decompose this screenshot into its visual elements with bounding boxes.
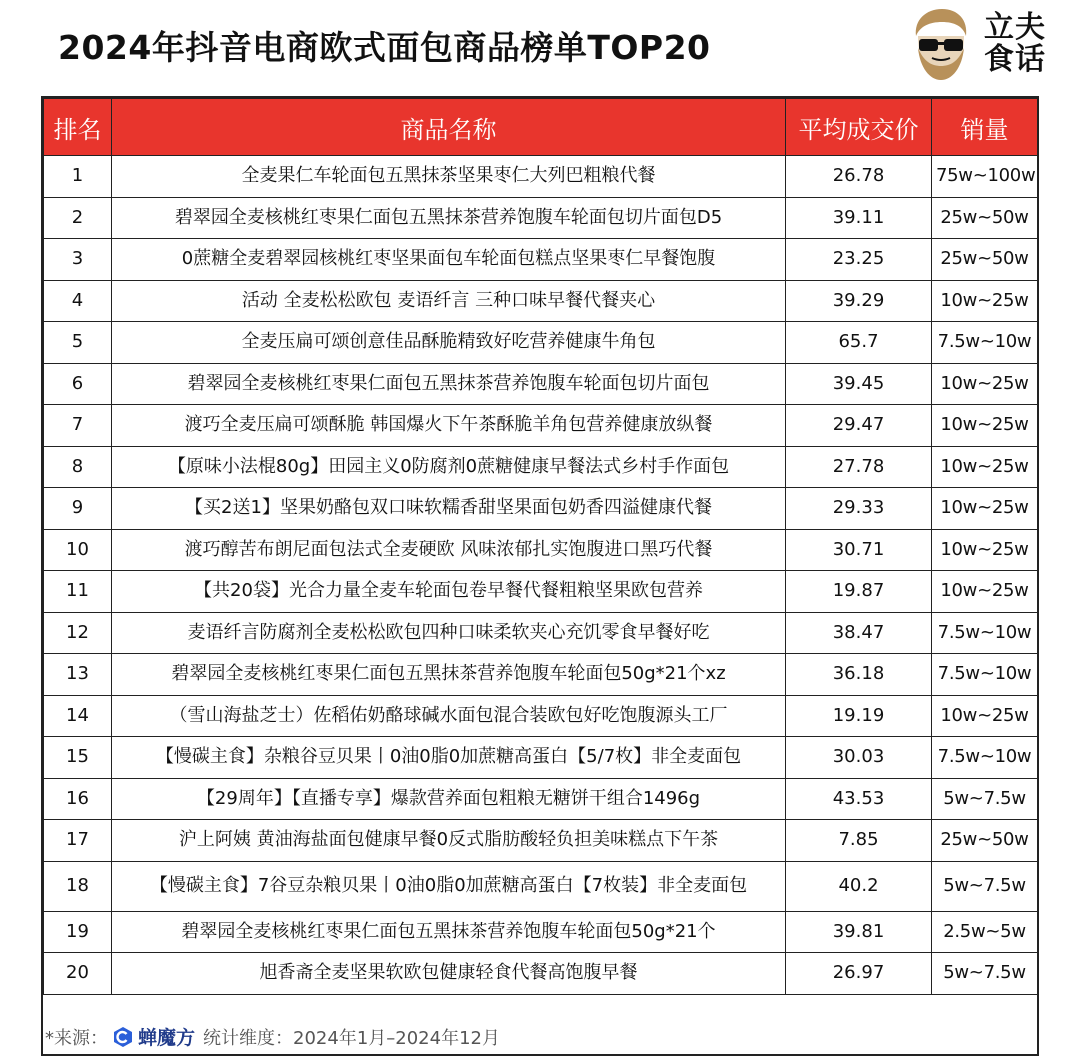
table-row [44, 571, 1038, 613]
sales-cell: 2.5w~5w [932, 911, 1038, 953]
table-row [44, 363, 1038, 405]
sales-cell: 25w~50w [932, 197, 1038, 239]
header-price: 平均成交价 [786, 99, 932, 156]
table-row [44, 156, 1038, 198]
product-name-cell: （雪山海盐芝士）佐稻佑奶酪球碱水面包混合装欧包好吃饱腹源头工厂 [112, 695, 786, 737]
sales-cell: 10w~25w [932, 446, 1038, 488]
avg-price-cell: 40.2 [786, 861, 932, 911]
table-row [44, 239, 1038, 281]
avg-price-cell: 43.53 [786, 778, 932, 820]
rank-cell: 15 [44, 737, 112, 779]
ranking-table-frame [41, 96, 1039, 1056]
sales-cell: 10w~25w [932, 571, 1038, 613]
rank-cell: 4 [44, 280, 112, 322]
avg-price-cell: 39.11 [786, 197, 932, 239]
product-name-cell: 碧翠园全麦核桃红枣果仁面包五黑抹茶营养饱腹车轮面包切片面包 [112, 363, 786, 405]
page-title: 2024年抖音电商欧式面包商品榜单TOP20 [58, 28, 711, 67]
sales-cell: 5w~7.5w [932, 778, 1038, 820]
avg-price-cell: 38.47 [786, 612, 932, 654]
product-name-cell: 【慢碳主食】杂粮谷豆贝果丨0油0脂0加蔗糖高蛋白【5/7枚】非全麦面包 [112, 737, 786, 779]
product-name-cell: 0蔗糖全麦碧翠园核桃红枣坚果面包车轮面包糕点坚果枣仁早餐饱腹 [112, 239, 786, 281]
avg-price-cell: 39.81 [786, 911, 932, 953]
rank-cell: 17 [44, 820, 112, 862]
avg-price-cell: 39.45 [786, 363, 932, 405]
rank-cell: 11 [44, 571, 112, 613]
rank-cell: 5 [44, 322, 112, 364]
table-row [44, 654, 1038, 696]
header-name: 商品名称 [112, 99, 786, 156]
brand-name-line2: 食话 [984, 42, 1046, 77]
rank-cell: 16 [44, 778, 112, 820]
product-name-cell: 渡巧全麦压扁可颂酥脆 韩国爆火下午茶酥脆羊角包营养健康放纵餐 [112, 405, 786, 447]
table-row [44, 529, 1038, 571]
table-row [44, 778, 1038, 820]
sales-cell: 10w~25w [932, 695, 1038, 737]
avg-price-cell: 36.18 [786, 654, 932, 696]
sales-cell: 7.5w~10w [932, 612, 1038, 654]
product-name-cell: 【买2送1】坚果奶酪包双口味软糯香甜坚果面包奶香四溢健康代餐 [112, 488, 786, 530]
ranking-table [43, 98, 1038, 995]
product-name-cell: 碧翠园全麦核桃红枣果仁面包五黑抹茶营养饱腹车轮面包切片面包D5 [112, 197, 786, 239]
table-row [44, 322, 1038, 364]
sales-cell: 10w~25w [932, 363, 1038, 405]
source-note [45, 1023, 500, 1050]
avg-price-cell: 23.25 [786, 239, 932, 281]
product-name-cell: 碧翠园全麦核桃红枣果仁面包五黑抹茶营养饱腹车轮面包50g*21个xz [112, 654, 786, 696]
avg-price-cell: 39.29 [786, 280, 932, 322]
table-row [44, 612, 1038, 654]
rank-cell: 3 [44, 239, 112, 281]
brand-name-line1: 立夫 [984, 10, 1046, 45]
avg-price-cell: 29.33 [786, 488, 932, 530]
avg-price-cell: 29.47 [786, 405, 932, 447]
rank-cell: 14 [44, 695, 112, 737]
sales-cell: 7.5w~10w [932, 737, 1038, 779]
rank-cell: 7 [44, 405, 112, 447]
brand-name [984, 12, 1046, 76]
product-name-cell: 活动 全麦松松欧包 麦语纤言 三种口味早餐代餐夹心 [112, 280, 786, 322]
rank-cell: 8 [44, 446, 112, 488]
product-name-cell: 旭香斋全麦坚果软欧包健康轻食代餐高饱腹早餐 [112, 953, 786, 995]
sales-cell: 10w~25w [932, 280, 1038, 322]
chanmofang-logo-icon [112, 1026, 134, 1048]
rank-cell: 19 [44, 911, 112, 953]
table-row [44, 405, 1038, 447]
rank-cell: 6 [44, 363, 112, 405]
rank-cell: 10 [44, 529, 112, 571]
rank-cell: 12 [44, 612, 112, 654]
product-name-cell: 【原味小法棍80g】田园主义0防腐剂0蔗糖健康早餐法式乡村手作面包 [112, 446, 786, 488]
rank-cell: 18 [44, 861, 112, 911]
sales-cell: 5w~7.5w [932, 953, 1038, 995]
rank-cell: 2 [44, 197, 112, 239]
product-name-cell: 【29周年】【直播专享】爆款营养面包粗粮无糖饼干组合1496g [112, 778, 786, 820]
table-row [44, 695, 1038, 737]
rank-cell: 9 [44, 488, 112, 530]
rank-cell: 13 [44, 654, 112, 696]
source-name: 蝉魔方 [138, 1027, 196, 1049]
table-row [44, 820, 1038, 862]
table-row [44, 911, 1038, 953]
sales-cell: 5w~7.5w [932, 861, 1038, 911]
header-sales: 销量 [932, 99, 1038, 156]
table-row [44, 488, 1038, 530]
bearded-face-icon [908, 6, 974, 82]
sales-cell: 10w~25w [932, 529, 1038, 571]
product-name-cell: 麦语纤言防腐剂全麦松松欧包四种口味柔软夹心充饥零食早餐好吃 [112, 612, 786, 654]
avg-price-cell: 19.19 [786, 695, 932, 737]
avg-price-cell: 30.03 [786, 737, 932, 779]
sales-cell: 10w~25w [932, 488, 1038, 530]
product-name-cell: 渡巧醇苦布朗尼面包法式全麦硬欧 风味浓郁扎实饱腹进口黑巧代餐 [112, 529, 786, 571]
avg-price-cell: 26.97 [786, 953, 932, 995]
sales-cell: 7.5w~10w [932, 654, 1038, 696]
rank-cell: 1 [44, 156, 112, 198]
product-name-cell: 全麦压扁可颂创意佳品酥脆精致好吃营养健康牛角包 [112, 322, 786, 364]
table-header-row [44, 99, 1038, 156]
sales-cell: 7.5w~10w [932, 322, 1038, 364]
table-row [44, 737, 1038, 779]
brand-logo [908, 6, 1048, 86]
avg-price-cell: 27.78 [786, 446, 932, 488]
product-name-cell: 沪上阿姨 黄油海盐面包健康早餐0反式脂肪酸轻负担美味糕点下午茶 [112, 820, 786, 862]
table-row [44, 197, 1038, 239]
source-label: *来源： [45, 1027, 108, 1049]
avg-price-cell: 26.78 [786, 156, 932, 198]
header-rank: 排名 [44, 99, 112, 156]
product-name-cell: 【慢碳主食】7谷豆杂粮贝果丨0油0脂0加蔗糖高蛋白【7枚装】非全麦面包 [112, 861, 786, 911]
sales-cell: 25w~50w [932, 820, 1038, 862]
sales-cell: 25w~50w [932, 239, 1038, 281]
product-name-cell: 碧翠园全麦核桃红枣果仁面包五黑抹茶营养饱腹车轮面包50g*21个 [112, 911, 786, 953]
table-row [44, 861, 1038, 911]
avg-price-cell: 65.7 [786, 322, 932, 364]
rank-cell: 20 [44, 953, 112, 995]
sales-cell: 75w~100w [932, 156, 1038, 198]
table-row [44, 446, 1038, 488]
source-logo [112, 1023, 195, 1050]
table-row [44, 953, 1038, 995]
avg-price-cell: 30.71 [786, 529, 932, 571]
product-name-cell: 全麦果仁车轮面包五黑抹茶坚果枣仁大列巴粗粮代餐 [112, 156, 786, 198]
table-row [44, 280, 1038, 322]
avg-price-cell: 19.87 [786, 571, 932, 613]
sales-cell: 10w~25w [932, 405, 1038, 447]
table-body [44, 156, 1038, 995]
product-name-cell: 【共20袋】光合力量全麦车轮面包卷早餐代餐粗粮坚果欧包营养 [112, 571, 786, 613]
source-period: 统计维度：2024年1月–2024年12月 [203, 1027, 500, 1049]
avg-price-cell: 7.85 [786, 820, 932, 862]
